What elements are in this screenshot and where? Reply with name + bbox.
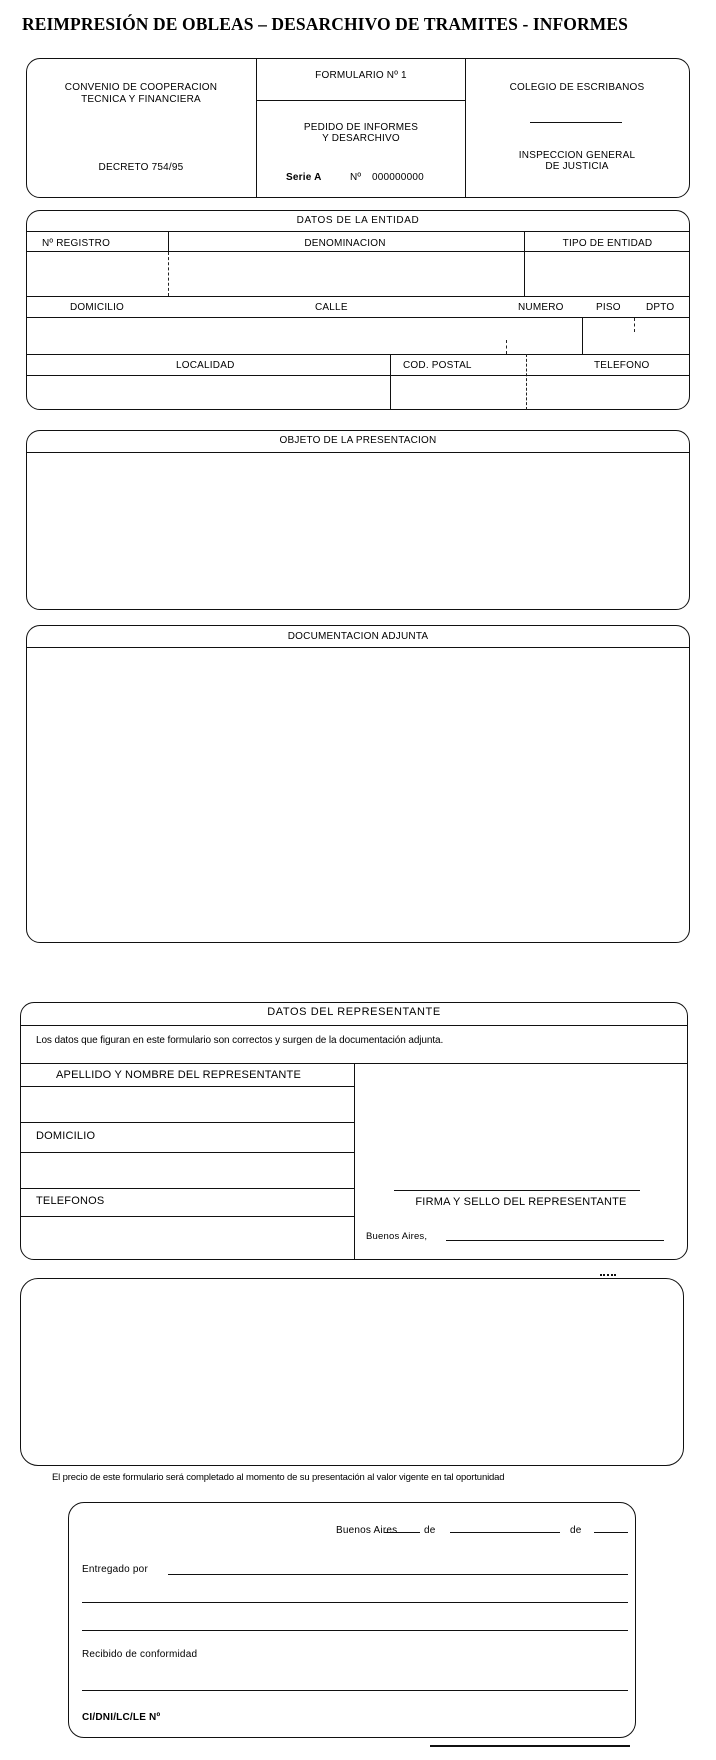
blank-box <box>20 1278 684 1466</box>
convenio-line-1: CONVENIO DE COOPERACION <box>64 82 218 93</box>
inspeccion-line-2: DE JUSTICIA <box>545 161 609 172</box>
documento-label: CI/DNI/LC/LE Nº <box>82 1712 161 1723</box>
numero-label-entidad: NUMERO <box>518 302 564 313</box>
entidad-section-title: DATOS DE LA ENTIDAD <box>296 215 420 226</box>
cod-postal-label: COD. POSTAL <box>403 360 472 371</box>
objeto-box <box>26 430 690 610</box>
precio-note: El precio de este formulario será completado al momento de su presentación al valor vigente en tal oportunidad <box>52 1472 505 1483</box>
documentacion-section-title: DOCUMENTACION ADJUNTA <box>287 631 429 642</box>
localidad-label: LOCALIDAD <box>176 360 235 371</box>
registro-label: Nº REGISTRO <box>42 238 111 249</box>
decreto-label: DECRETO 754/95 <box>98 162 184 173</box>
numero-label: Nº <box>350 172 362 183</box>
dpto-label: DPTO <box>646 302 675 313</box>
domicilio-representante-label: DOMICILIO <box>36 1130 96 1142</box>
tipo-entidad-label: TIPO DE ENTIDAD <box>562 238 653 249</box>
formulario-label: FORMULARIO Nº 1 <box>315 70 407 81</box>
telefono-label: TELEFONO <box>594 360 650 371</box>
serie-label: Serie A <box>286 172 322 183</box>
entregado-line <box>168 1574 628 1575</box>
inspeccion-line-1: INSPECCION GENERAL <box>518 150 636 161</box>
objeto-section-title: OBJETO DE LA PRESENTACION <box>279 435 437 446</box>
recibo-buenos-aires: Buenos Aires <box>336 1525 398 1536</box>
representante-section-title: DATOS DEL REPRESENTANTE <box>267 1006 441 1018</box>
documentacion-box <box>26 625 690 943</box>
piso-label: PISO <box>596 302 621 313</box>
firma-label: FIRMA Y SELLO DEL REPRESENTANTE <box>415 1196 627 1208</box>
declaration-text: Los datos que figuran en este formulario son correctos y surgen de la documentación adjunta. <box>36 1035 444 1046</box>
domicilio-label: DOMICILIO <box>70 302 125 313</box>
apellido-label: APELLIDO Y NOMBRE DEL REPRESENTANTE <box>56 1069 301 1081</box>
colegio-label: COLEGIO DE ESCRIBANOS <box>509 82 645 93</box>
recibido-label: Recibido de conformidad <box>82 1649 198 1660</box>
recibo-de-1: de <box>424 1525 436 1536</box>
entregado-label: Entregado por <box>82 1564 148 1575</box>
convenio-line-2: TECNICA Y FINANCIERA <box>81 94 201 105</box>
buenos-aires-representante: Buenos Aires, <box>366 1231 428 1242</box>
pedido-line-2: Y DESARCHIVO <box>322 133 400 144</box>
pedido-line-1: PEDIDO DE INFORMES <box>303 122 419 133</box>
calle-label: CALLE <box>315 302 348 313</box>
denominacion-label: DENOMINACION <box>304 238 386 249</box>
recibo-box <box>68 1502 636 1738</box>
page-title: REIMPRESIÓN DE OBLEAS – DESARCHIVO DE TRAMITES - INFORMES <box>22 14 628 34</box>
telefonos-label: TELEFONOS <box>36 1195 105 1207</box>
numero-value: 000000000 <box>372 172 424 183</box>
recibo-de-2: de <box>570 1525 582 1536</box>
